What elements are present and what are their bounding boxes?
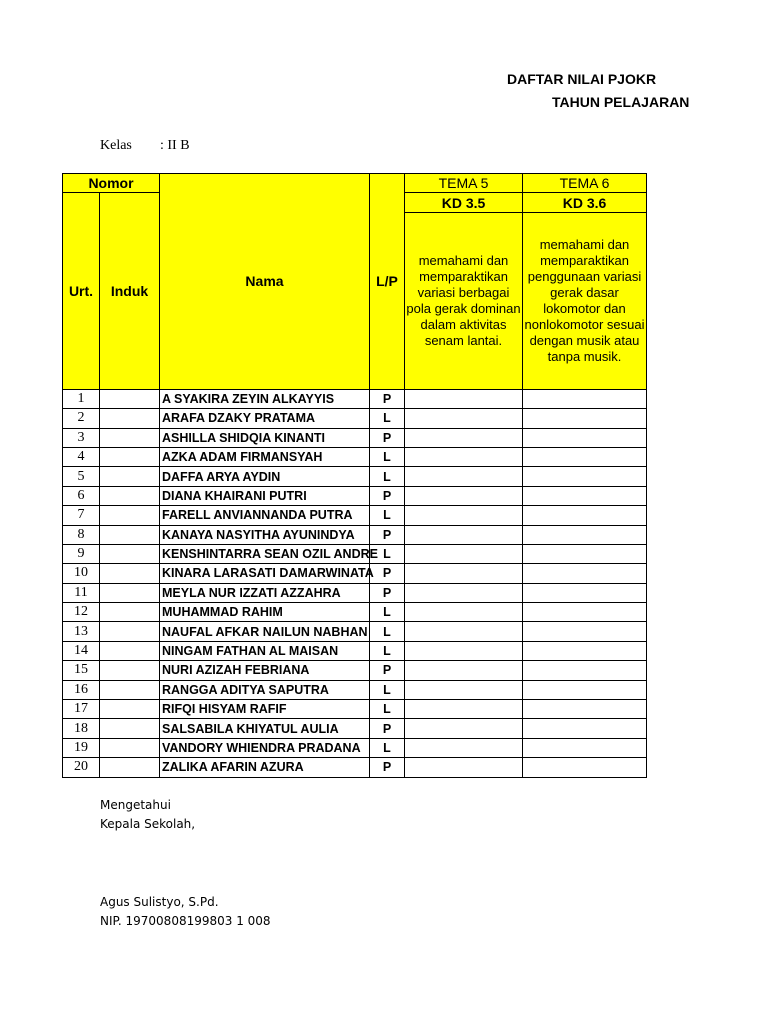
row-kd6-score <box>523 467 647 486</box>
row-kd6-score <box>523 544 647 563</box>
row-nama: ZALIKA AFARIN AZURA <box>160 758 370 777</box>
row-kd5-score <box>405 447 523 466</box>
row-kd6-score <box>523 389 647 408</box>
footer-nip: NIP. 19700808199803 1 008 <box>100 914 271 928</box>
footer-signatory-name: Agus Sulistyo, S.Pd. <box>100 895 219 909</box>
row-induk <box>100 738 160 757</box>
row-kd5-score <box>405 506 523 525</box>
row-induk <box>100 467 160 486</box>
row-induk <box>100 680 160 699</box>
row-urt: 9 <box>63 544 100 563</box>
row-lp: P <box>370 758 405 777</box>
row-kd5-score <box>405 641 523 660</box>
row-induk <box>100 389 160 408</box>
row-lp: P <box>370 525 405 544</box>
row-kd5-score <box>405 603 523 622</box>
row-induk <box>100 622 160 641</box>
header-lp: L/P <box>370 174 405 390</box>
row-urt: 19 <box>63 738 100 757</box>
row-induk <box>100 641 160 660</box>
row-kd5-score <box>405 661 523 680</box>
row-induk <box>100 758 160 777</box>
row-lp: L <box>370 603 405 622</box>
table-row <box>63 525 647 544</box>
row-kd6-score <box>523 525 647 544</box>
row-kd6-score <box>523 583 647 602</box>
row-lp: L <box>370 544 405 563</box>
row-urt: 10 <box>63 564 100 583</box>
row-lp: P <box>370 389 405 408</box>
row-urt: 5 <box>63 467 100 486</box>
row-urt: 3 <box>63 428 100 447</box>
row-lp: L <box>370 680 405 699</box>
row-kd6-score <box>523 409 647 428</box>
row-urt: 17 <box>63 700 100 719</box>
table-row <box>63 544 647 563</box>
row-lp: P <box>370 661 405 680</box>
row-induk <box>100 700 160 719</box>
row-induk <box>100 719 160 738</box>
row-nama: AZKA ADAM FIRMANSYAH <box>160 447 370 466</box>
row-nama: RIFQI HISYAM RAFIF <box>160 700 370 719</box>
header-tema5: TEMA 5 <box>405 174 523 193</box>
header-nomor: Nomor <box>63 174 160 193</box>
row-lp: P <box>370 486 405 505</box>
table-row <box>63 758 647 777</box>
row-kd5-score <box>405 486 523 505</box>
header-kd5: KD 3.5 <box>405 193 523 212</box>
row-lp: L <box>370 467 405 486</box>
header-tema6: TEMA 6 <box>523 174 647 193</box>
row-kd6-score <box>523 719 647 738</box>
row-kd6-score <box>523 564 647 583</box>
row-induk <box>100 486 160 505</box>
row-kd5-score <box>405 622 523 641</box>
table-row <box>63 409 647 428</box>
row-induk <box>100 544 160 563</box>
table-row <box>63 603 647 622</box>
row-kd6-score <box>523 700 647 719</box>
row-nama: MEYLA NUR IZZATI AZZAHRA <box>160 583 370 602</box>
row-nama: MUHAMMAD RAHIM <box>160 603 370 622</box>
document-subtitle: TAHUN PELAJARAN <box>552 94 690 110</box>
grades-table <box>62 173 647 778</box>
row-kd5-score <box>405 719 523 738</box>
table-row <box>63 583 647 602</box>
kelas-value: : II B <box>160 138 190 153</box>
row-urt: 4 <box>63 447 100 466</box>
header-kd6: KD 3.6 <box>523 193 647 212</box>
row-lp: L <box>370 506 405 525</box>
row-nama: SALSABILA KHIYATUL AULIA <box>160 719 370 738</box>
header-nama: Nama <box>160 174 370 390</box>
row-kd5-score <box>405 544 523 563</box>
row-kd6-score <box>523 758 647 777</box>
row-nama: VANDORY WHIENDRA PRADANA <box>160 738 370 757</box>
row-nama: DAFFA ARYA AYDIN <box>160 467 370 486</box>
row-kd6-score <box>523 506 647 525</box>
row-lp: P <box>370 564 405 583</box>
row-kd6-score <box>523 428 647 447</box>
row-kd5-score <box>405 525 523 544</box>
row-urt: 12 <box>63 603 100 622</box>
row-kd5-score <box>405 738 523 757</box>
row-lp: L <box>370 447 405 466</box>
row-kd5-score <box>405 428 523 447</box>
table-row <box>63 738 647 757</box>
row-nama: NINGAM FATHAN AL MAISAN <box>160 641 370 660</box>
row-nama: KENSHINTARRA SEAN OZIL ANDRE <box>160 544 370 563</box>
table-row <box>63 564 647 583</box>
row-lp: L <box>370 700 405 719</box>
row-nama: A SYAKIRA ZEYIN ALKAYYIS <box>160 389 370 408</box>
row-urt: 1 <box>63 389 100 408</box>
row-lp: P <box>370 583 405 602</box>
row-nama: RANGGA ADITYA SAPUTRA <box>160 680 370 699</box>
table-row <box>63 680 647 699</box>
row-urt: 6 <box>63 486 100 505</box>
row-induk <box>100 661 160 680</box>
row-urt: 7 <box>63 506 100 525</box>
table-row <box>63 486 647 505</box>
row-kd6-score <box>523 486 647 505</box>
row-nama: DIANA KHAIRANI PUTRI <box>160 486 370 505</box>
kelas-label: Kelas <box>100 138 132 153</box>
row-induk <box>100 525 160 544</box>
table-row <box>63 389 647 408</box>
table-row <box>63 661 647 680</box>
row-lp: L <box>370 622 405 641</box>
row-induk <box>100 409 160 428</box>
table-row <box>63 622 647 641</box>
row-nama: ARAFA DZAKY PRATAMA <box>160 409 370 428</box>
row-kd6-score <box>523 680 647 699</box>
row-nama: FARELL ANVIANNANDA PUTRA <box>160 506 370 525</box>
row-kd5-score <box>405 680 523 699</box>
row-urt: 15 <box>63 661 100 680</box>
row-induk <box>100 603 160 622</box>
header-urt: Urt. <box>63 193 100 389</box>
row-urt: 18 <box>63 719 100 738</box>
table-row <box>63 719 647 738</box>
row-kd5-score <box>405 564 523 583</box>
row-kd6-score <box>523 641 647 660</box>
row-kd6-score <box>523 738 647 757</box>
table-row <box>63 428 647 447</box>
row-kd6-score <box>523 622 647 641</box>
row-urt: 2 <box>63 409 100 428</box>
row-kd5-score <box>405 700 523 719</box>
row-nama: NURI AZIZAH FEBRIANA <box>160 661 370 680</box>
document-title: DAFTAR NILAI PJOKR <box>507 71 657 87</box>
row-induk <box>100 428 160 447</box>
row-kd6-score <box>523 603 647 622</box>
row-induk <box>100 506 160 525</box>
row-urt: 16 <box>63 680 100 699</box>
table-row <box>63 641 647 660</box>
row-kd5-score <box>405 389 523 408</box>
row-kd5-score <box>405 583 523 602</box>
row-urt: 20 <box>63 758 100 777</box>
table-row <box>63 700 647 719</box>
table-row <box>63 467 647 486</box>
row-nama: NAUFAL AFKAR NAILUN NABHAN <box>160 622 370 641</box>
row-induk <box>100 564 160 583</box>
row-lp: P <box>370 719 405 738</box>
row-kd5-score <box>405 758 523 777</box>
row-nama: KINARA LARASATI DAMARWINATA <box>160 564 370 583</box>
header-induk: Induk <box>100 193 160 389</box>
row-nama: ASHILLA SHIDQIA KINANTI <box>160 428 370 447</box>
row-urt: 11 <box>63 583 100 602</box>
table-row <box>63 506 647 525</box>
row-kd5-score <box>405 409 523 428</box>
row-nama: KANAYA NASYITHA AYUNINDYA <box>160 525 370 544</box>
row-kd5-score <box>405 467 523 486</box>
row-lp: P <box>370 428 405 447</box>
footer-mengetahui: Mengetahui <box>100 798 171 812</box>
row-urt: 8 <box>63 525 100 544</box>
row-kd6-score <box>523 447 647 466</box>
row-lp: L <box>370 409 405 428</box>
desc-kd6: memahami dan memparaktikan penggunaan variasi gerak dasar lokomotor dan nonlokomotor sesuai dengan musik atau tanpa musik. <box>523 212 647 389</box>
row-kd6-score <box>523 661 647 680</box>
row-lp: L <box>370 641 405 660</box>
row-induk <box>100 447 160 466</box>
row-lp: L <box>370 738 405 757</box>
table-row <box>63 447 647 466</box>
row-urt: 14 <box>63 641 100 660</box>
desc-kd5: memahami dan memparaktikan variasi berbagai pola gerak dominan dalam aktivitas senam lantai. <box>405 212 523 389</box>
row-urt: 13 <box>63 622 100 641</box>
row-induk <box>100 583 160 602</box>
footer-jabatan: Kepala Sekolah, <box>100 817 196 831</box>
